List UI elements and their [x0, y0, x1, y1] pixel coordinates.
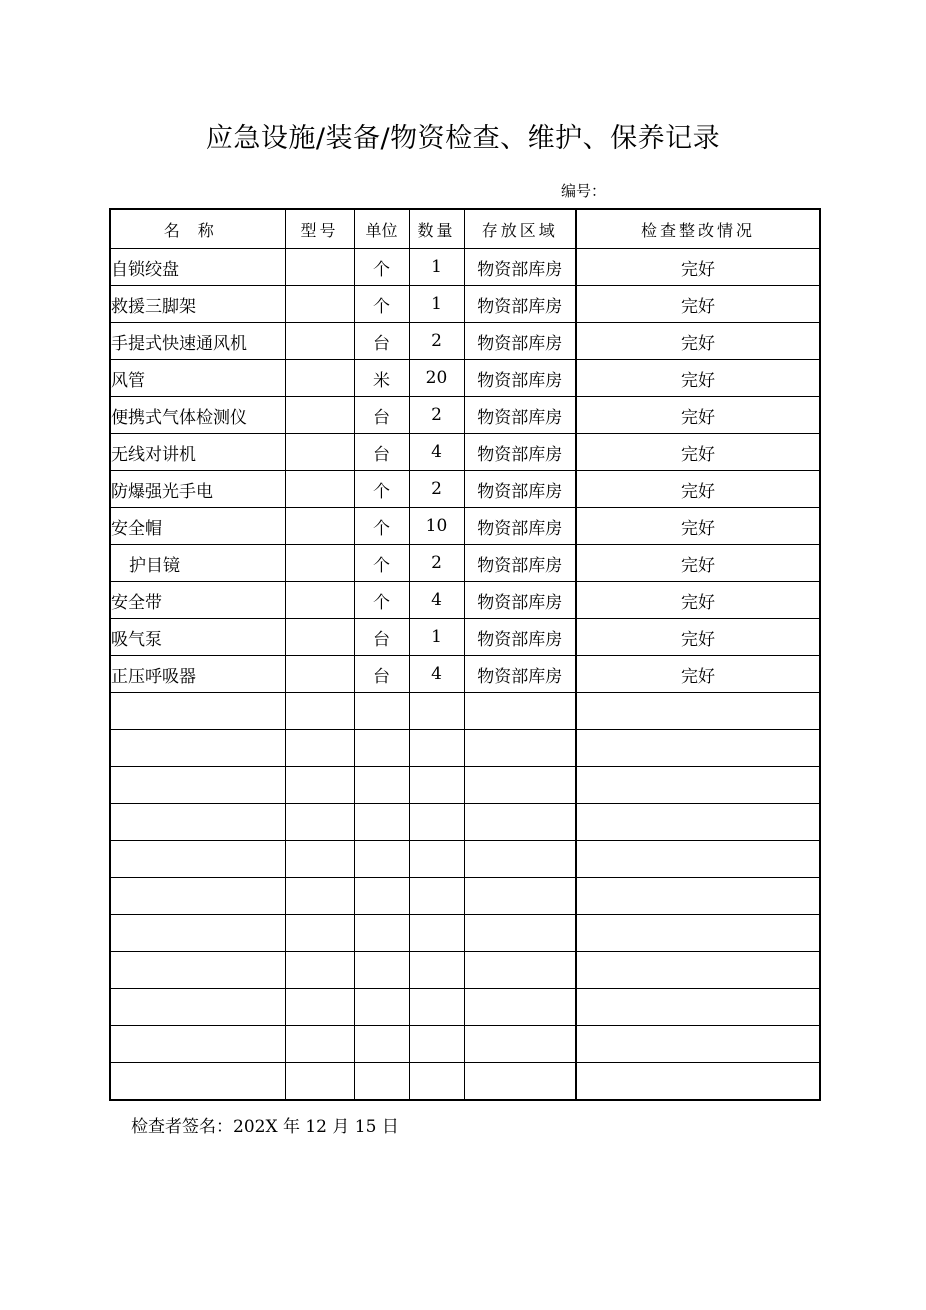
cell-storage-area: 物资部库房	[464, 286, 576, 323]
cell-model	[285, 249, 354, 286]
cell-inspection-status: 完好	[576, 249, 820, 286]
cell-quantity: 2	[409, 323, 464, 360]
cell-quantity: 1	[409, 286, 464, 323]
table-row	[110, 1026, 820, 1063]
cell-name	[110, 915, 285, 952]
cell-inspection-status	[576, 767, 820, 804]
cell-storage-area: 物资部库房	[464, 619, 576, 656]
cell-model	[285, 508, 354, 545]
cell-storage-area: 物资部库房	[464, 508, 576, 545]
cell-quantity	[409, 841, 464, 878]
cell-unit: 台	[354, 434, 409, 471]
table-body	[110, 249, 820, 1101]
cell-inspection-status	[576, 804, 820, 841]
cell-storage-area	[464, 804, 576, 841]
header-inspection-status: 检查整改情况	[576, 209, 820, 249]
cell-model	[285, 878, 354, 915]
cell-inspection-status	[576, 730, 820, 767]
cell-inspection-status	[576, 915, 820, 952]
cell-quantity: 1	[409, 619, 464, 656]
cell-storage-area: 物资部库房	[464, 323, 576, 360]
cell-quantity: 4	[409, 656, 464, 693]
cell-model	[285, 767, 354, 804]
cell-name	[110, 730, 285, 767]
cell-name	[110, 1026, 285, 1063]
cell-unit	[354, 730, 409, 767]
table-row	[110, 249, 820, 286]
cell-unit: 个	[354, 249, 409, 286]
cell-model	[285, 434, 354, 471]
cell-storage-area: 物资部库房	[464, 545, 576, 582]
table-header-row	[110, 209, 820, 249]
table-row	[110, 952, 820, 989]
cell-name	[110, 878, 285, 915]
cell-name: 正压呼吸器	[110, 656, 285, 693]
cell-inspection-status: 完好	[576, 286, 820, 323]
header-model: 型号	[285, 209, 354, 249]
cell-unit	[354, 767, 409, 804]
cell-inspection-status: 完好	[576, 360, 820, 397]
table-row	[110, 619, 820, 656]
cell-inspection-status: 完好	[576, 323, 820, 360]
cell-name: 吸气泵	[110, 619, 285, 656]
table-row	[110, 508, 820, 545]
header-unit: 单位	[354, 209, 409, 249]
cell-unit	[354, 952, 409, 989]
cell-inspection-status: 完好	[576, 471, 820, 508]
cell-quantity	[409, 989, 464, 1026]
cell-quantity: 4	[409, 582, 464, 619]
table-row	[110, 434, 820, 471]
cell-quantity	[409, 693, 464, 730]
cell-name	[110, 841, 285, 878]
cell-unit	[354, 693, 409, 730]
cell-name	[110, 952, 285, 989]
cell-name	[110, 804, 285, 841]
cell-model	[285, 915, 354, 952]
cell-storage-area: 物资部库房	[464, 656, 576, 693]
cell-unit	[354, 841, 409, 878]
cell-storage-area: 物资部库房	[464, 582, 576, 619]
cell-unit	[354, 989, 409, 1026]
table-row	[110, 582, 820, 619]
cell-model	[285, 286, 354, 323]
cell-inspection-status	[576, 1026, 820, 1063]
cell-name	[110, 989, 285, 1026]
cell-storage-area	[464, 693, 576, 730]
cell-unit	[354, 1063, 409, 1101]
cell-quantity: 2	[409, 471, 464, 508]
table-row	[110, 989, 820, 1026]
cell-name: 安全带	[110, 582, 285, 619]
table-row	[110, 878, 820, 915]
cell-unit: 台	[354, 619, 409, 656]
cell-name: 救援三脚架	[110, 286, 285, 323]
cell-inspection-status: 完好	[576, 434, 820, 471]
cell-model	[285, 1026, 354, 1063]
cell-storage-area	[464, 952, 576, 989]
cell-model	[285, 656, 354, 693]
cell-inspection-status	[576, 841, 820, 878]
cell-quantity	[409, 1063, 464, 1101]
cell-model	[285, 804, 354, 841]
cell-storage-area	[464, 767, 576, 804]
header-storage-area: 存放区域	[464, 209, 576, 249]
cell-quantity	[409, 1026, 464, 1063]
cell-name: 手提式快速通风机	[110, 323, 285, 360]
cell-name: 护目镜	[110, 545, 285, 582]
cell-name	[110, 767, 285, 804]
cell-unit: 米	[354, 360, 409, 397]
cell-name	[110, 1063, 285, 1101]
cell-quantity	[409, 915, 464, 952]
cell-name: 安全帽	[110, 508, 285, 545]
cell-model	[285, 841, 354, 878]
cell-unit	[354, 1026, 409, 1063]
table-row	[110, 915, 820, 952]
cell-quantity	[409, 730, 464, 767]
cell-quantity	[409, 878, 464, 915]
table-row	[110, 323, 820, 360]
cell-name: 自锁绞盘	[110, 249, 285, 286]
inspection-record-table	[109, 208, 821, 1101]
cell-storage-area: 物资部库房	[464, 360, 576, 397]
cell-storage-area	[464, 989, 576, 1026]
cell-unit: 台	[354, 323, 409, 360]
cell-storage-area: 物资部库房	[464, 249, 576, 286]
cell-storage-area	[464, 1063, 576, 1101]
table-row	[110, 286, 820, 323]
cell-unit	[354, 804, 409, 841]
cell-storage-area	[464, 730, 576, 767]
cell-storage-area: 物资部库房	[464, 471, 576, 508]
table-row	[110, 471, 820, 508]
serial-number-label: 编号：	[561, 182, 607, 200]
cell-model	[285, 323, 354, 360]
cell-storage-area: 物资部库房	[464, 397, 576, 434]
cell-inspection-status: 完好	[576, 508, 820, 545]
header-name: 名称	[110, 209, 285, 249]
cell-quantity: 1	[409, 249, 464, 286]
cell-storage-area: 物资部库房	[464, 434, 576, 471]
cell-unit: 台	[354, 397, 409, 434]
cell-model	[285, 471, 354, 508]
cell-storage-area	[464, 915, 576, 952]
header-quantity: 数量	[409, 209, 464, 249]
table-row	[110, 767, 820, 804]
cell-model	[285, 360, 354, 397]
table-row	[110, 730, 820, 767]
cell-storage-area	[464, 1026, 576, 1063]
cell-unit: 个	[354, 545, 409, 582]
cell-inspection-status	[576, 989, 820, 1026]
cell-model	[285, 545, 354, 582]
cell-quantity: 4	[409, 434, 464, 471]
cell-model	[285, 1063, 354, 1101]
cell-unit: 个	[354, 508, 409, 545]
cell-unit: 个	[354, 286, 409, 323]
cell-unit: 台	[354, 656, 409, 693]
cell-name: 便携式气体检测仪	[110, 397, 285, 434]
table-row	[110, 804, 820, 841]
table-row	[110, 841, 820, 878]
cell-model	[285, 619, 354, 656]
cell-inspection-status	[576, 1063, 820, 1101]
inspector-signature-line: 检查者签名：202X 年 12 月 15 日	[131, 1117, 399, 1137]
table-row	[110, 397, 820, 434]
cell-name: 风管	[110, 360, 285, 397]
cell-name	[110, 693, 285, 730]
cell-quantity: 20	[409, 360, 464, 397]
cell-inspection-status: 完好	[576, 397, 820, 434]
table-row	[110, 545, 820, 582]
cell-inspection-status	[576, 952, 820, 989]
cell-model	[285, 397, 354, 434]
cell-quantity: 2	[409, 545, 464, 582]
table-row	[110, 656, 820, 693]
table-row	[110, 693, 820, 730]
cell-unit: 个	[354, 471, 409, 508]
cell-model	[285, 582, 354, 619]
document-title: 应急设施/装备/物资检查、维护、保养记录	[205, 123, 721, 154]
cell-inspection-status: 完好	[576, 656, 820, 693]
cell-inspection-status	[576, 878, 820, 915]
cell-storage-area	[464, 878, 576, 915]
cell-inspection-status	[576, 693, 820, 730]
cell-model	[285, 989, 354, 1026]
cell-inspection-status: 完好	[576, 545, 820, 582]
table-row	[110, 360, 820, 397]
cell-quantity: 2	[409, 397, 464, 434]
cell-unit: 个	[354, 582, 409, 619]
cell-name: 无线对讲机	[110, 434, 285, 471]
cell-name: 防爆强光手电	[110, 471, 285, 508]
cell-inspection-status: 完好	[576, 619, 820, 656]
cell-quantity	[409, 804, 464, 841]
cell-model	[285, 952, 354, 989]
cell-inspection-status: 完好	[576, 582, 820, 619]
cell-unit	[354, 878, 409, 915]
cell-quantity	[409, 952, 464, 989]
cell-model	[285, 693, 354, 730]
table-row	[110, 1063, 820, 1101]
cell-quantity	[409, 767, 464, 804]
cell-model	[285, 730, 354, 767]
cell-unit	[354, 915, 409, 952]
cell-quantity: 10	[409, 508, 464, 545]
cell-storage-area	[464, 841, 576, 878]
